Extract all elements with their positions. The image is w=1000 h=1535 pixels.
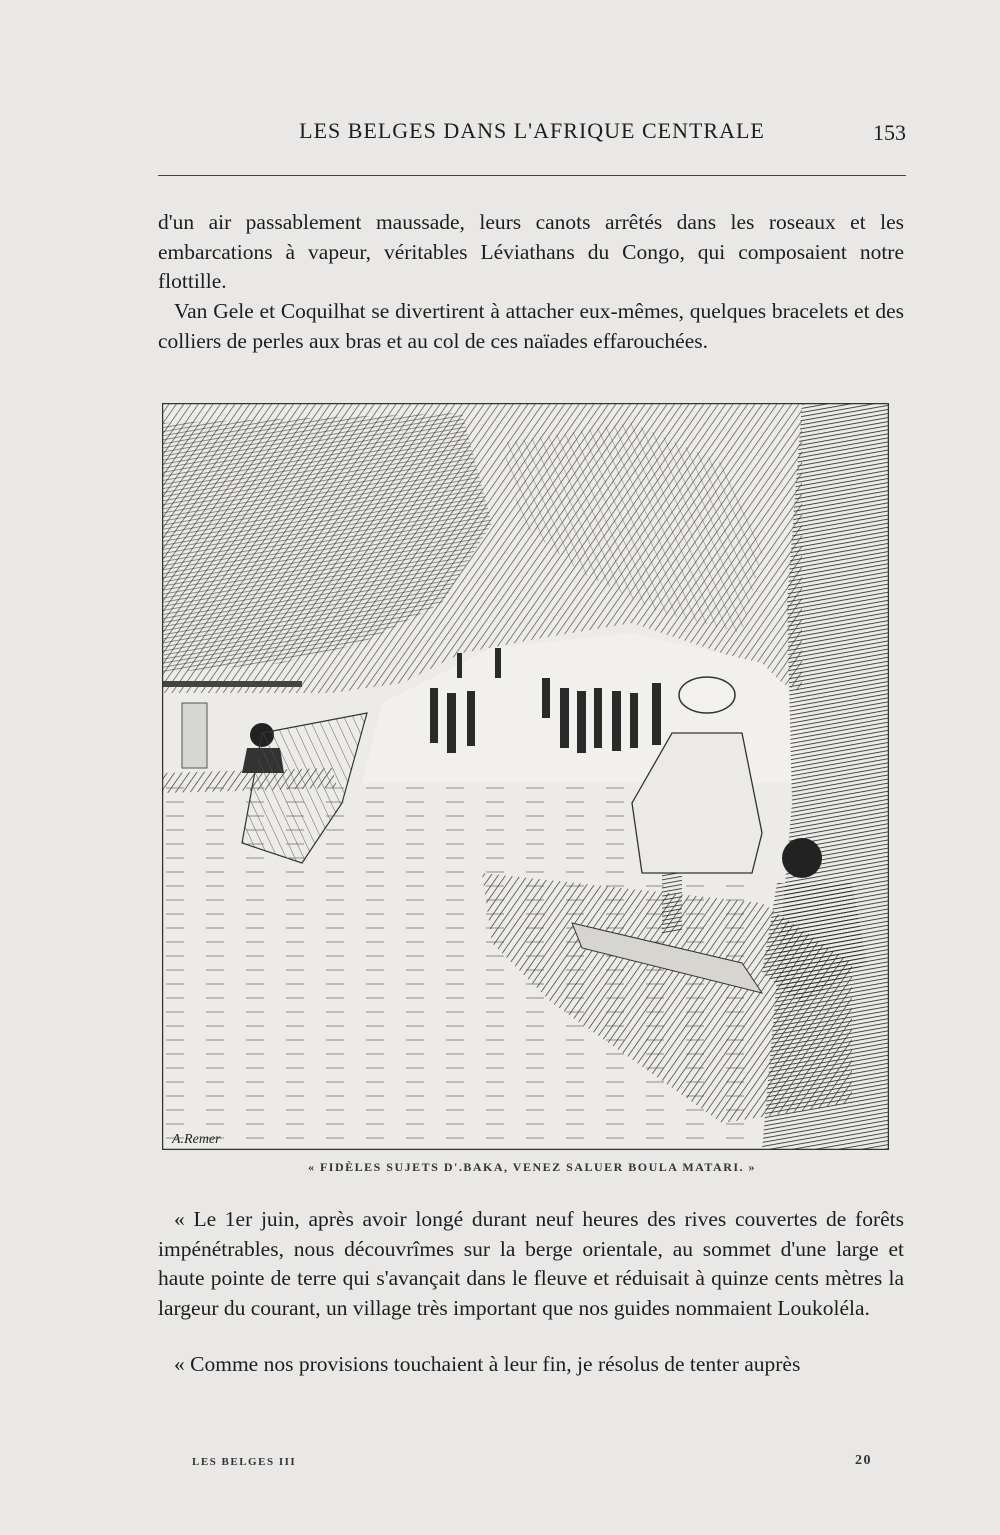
paragraph-2: Van Gele et Coquilhat se divertirent à attacher eux-mêmes, quelques bracelets et des colliers de perles aux bras et au col de ces naïades effarouchées. <box>158 299 904 353</box>
header-rule <box>158 175 906 176</box>
running-title: LES BELGES DANS L'AFRIQUE CENTRALE <box>299 118 765 143</box>
sheet-number: 20 <box>855 1453 872 1468</box>
page-number: 153 <box>873 120 906 145</box>
paragraph-3: « Le 1er juin, après avoir longé durant neuf heures des rives couvertes de forêts impénétrables, nous découvrîmes sur la berge orientale, au sommet d'une large et haute pointe de terre qui s'avançait dans le fleuve et réduisait à quinze cents mètres la largeur du courant, un village très important que nos guides nommaient Loukoléla. <box>158 1207 904 1320</box>
paragraph-4: « Comme nos provisions touchaient à leur fin, je résolus de tenter auprès <box>174 1352 801 1376</box>
paragraph-1: d'un air passablement maussade, leurs canots arrêtés dans les roseaux et les embarcations à vapeur, véritables Léviathans du Congo, qui composaient notre flottille. <box>158 210 904 293</box>
artist-signature: A.Remer <box>172 1132 221 1147</box>
running-head <box>158 112 906 152</box>
engraving-illustration <box>162 403 889 1150</box>
signature-mark: LES BELGES III <box>192 1456 297 1468</box>
illustration-caption: « FIDÈLES SUJETS D'.BAKA, VENEZ SALUER BOULA MATARI. » <box>307 1160 757 1174</box>
